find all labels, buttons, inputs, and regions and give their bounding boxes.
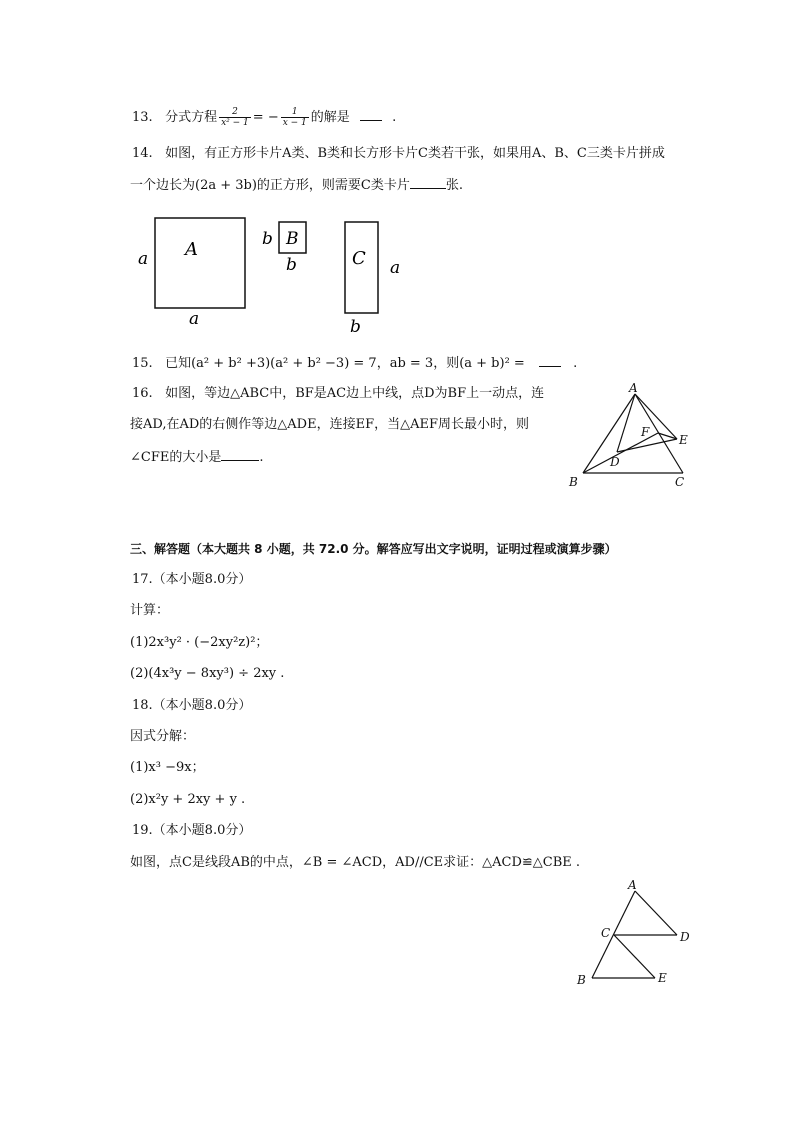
- answer-blank: [221, 448, 259, 461]
- question-17-part-1: (1)2x³y² · (−2xy²z)²；: [130, 635, 269, 650]
- question-14-line-2: 一个边长为(2a + 3b)的正方形，则需要C类卡片 张.: [130, 178, 464, 193]
- question-17-intro: 计算：: [130, 603, 170, 618]
- point-d-label: D: [610, 455, 620, 469]
- question-18-part-2: (2)x²y + 2xy + y .: [130, 792, 246, 807]
- card-b: [279, 222, 306, 253]
- question-number: 14.: [132, 146, 153, 161]
- segment-ae: [635, 394, 677, 439]
- card-c-bottom-label: b: [350, 317, 361, 337]
- card-c-side-label: a: [390, 258, 401, 278]
- question-13: 13. 分式方程 $\frac{2}{\text{x² − 1}}$ = − $\frac{1}{x - 1}$ 的解是 .: [132, 107, 397, 128]
- card-c-label: C: [352, 248, 366, 269]
- question-17-title: 17.（本小题8.0分）: [132, 572, 252, 587]
- answer-blank: [360, 108, 382, 121]
- point-b-label: B: [569, 475, 578, 489]
- point-e-label: E: [658, 971, 667, 985]
- question-15: 15. 已知(a² + b² +3)(a² + b² −3) = 7，ab = 3，则(a + b)² = .: [132, 356, 578, 371]
- segment-bf: [583, 433, 658, 473]
- fraction-1: $\frac{2}{\text{x² − 1}}$: [221, 107, 249, 128]
- card-a-bottom-label: a: [189, 309, 200, 329]
- card-b-label: B: [286, 229, 299, 249]
- answer-blank: [539, 354, 561, 367]
- card-a: [155, 218, 245, 308]
- question-16-line-3: ∠CFE的大小是 .: [130, 450, 264, 465]
- question-18-part-1: (1)x³ −9x；: [130, 760, 205, 775]
- point-f-label: F: [641, 425, 650, 439]
- card-b-side-label: b: [262, 229, 273, 249]
- question-17-part-2: (2)(4x³y − 8xy³) ÷ 2xy .: [130, 666, 285, 681]
- segment-ac: [635, 394, 683, 473]
- question-16-line-1: [132, 385, 544, 403]
- question-14-line-1: [132, 145, 665, 163]
- question-text: 如图，有正方形卡片A类、B类和长方形卡片C类若干张，如果用A、B、C三类卡片拼成: [165, 146, 665, 161]
- segment-ab: [592, 891, 635, 978]
- segment-ab: [583, 394, 635, 473]
- section-3-heading: 三、解答题（本大题共 8 小题，共 72.0 分。解答应写出文字说明，证明过程或演算步骤）: [130, 542, 617, 556]
- answer-blank: [410, 176, 446, 189]
- point-c-label: C: [675, 475, 685, 489]
- question-number: 16.: [132, 386, 153, 401]
- question-number: 13.: [132, 110, 153, 125]
- question-number: 15.: [132, 356, 153, 371]
- card-a-side-label: a: [138, 249, 149, 269]
- segment-ce: [614, 935, 655, 978]
- card-b-bottom-label: b: [286, 255, 297, 275]
- question-18-title: 18.（本小题8.0分）: [132, 698, 252, 713]
- question-text: 分式方程: [165, 110, 218, 125]
- card-a-label: A: [185, 239, 198, 260]
- question-16-line-2: 接AD,在AD的右侧作等边△ADE，连接EF，当△AEF周长最小时，则: [130, 417, 529, 432]
- question-text: 已知(a² + b² +3)(a² + b² −3) = 7，ab = 3，则(a + b)² =: [165, 356, 525, 371]
- card-c: [345, 222, 378, 313]
- segment-ad: [635, 891, 677, 935]
- fraction-2: $\frac{1}{x - 1}$: [282, 107, 307, 128]
- question-19-text: 如图，点C是线段AB的中点，∠B = ∠ACD，AD//CE求证：△ACD≌△CBE .: [130, 855, 581, 870]
- point-b-label: B: [577, 973, 586, 987]
- question-19-title: 19.（本小题8.0分）: [132, 823, 252, 838]
- segment-fe: [658, 433, 677, 439]
- question-18-intro: 因式分解：: [130, 729, 196, 744]
- question-text: 如图，等边△ABC中，BF是AC边上中线，点D为BF上一动点，连: [165, 386, 545, 401]
- point-d-label: D: [680, 930, 690, 944]
- point-e-label: E: [679, 433, 688, 447]
- segment-ad: [617, 394, 635, 452]
- point-c-label: C: [601, 926, 611, 940]
- point-a-label: A: [628, 878, 637, 892]
- point-a-label: A: [629, 381, 638, 395]
- segment-de: [617, 439, 677, 452]
